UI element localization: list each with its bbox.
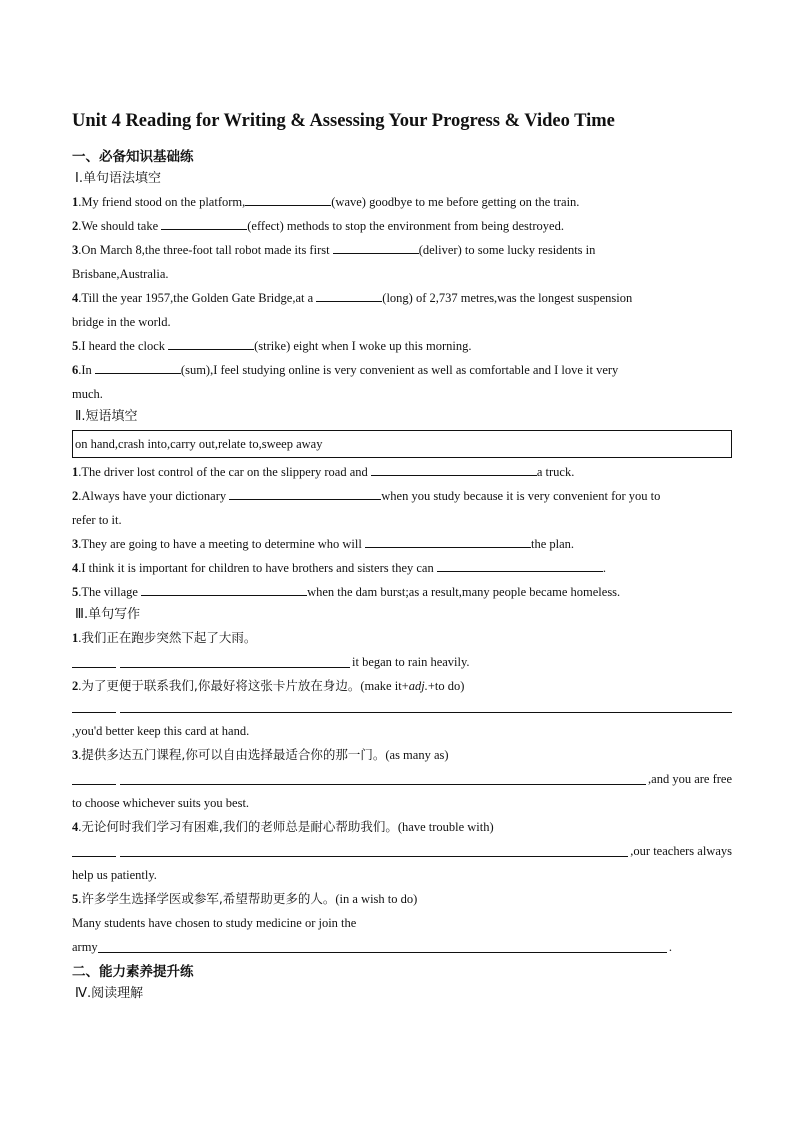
answer-blank-short[interactable] <box>72 653 116 668</box>
answer-blank-short[interactable] <box>72 698 116 713</box>
answer-blank[interactable] <box>168 335 254 350</box>
answer-blank[interactable] <box>365 533 531 548</box>
question-1-5: 5.I heard the clock (strike) eight when I woke up this morning. <box>72 334 732 358</box>
question-1-3: 3.On March 8,the three-foot tall robot made its first (deliver) to some lucky residents in Brisbane,Australia. <box>72 238 732 286</box>
question-3-5-line1: Many students have chosen to study medicine or join the <box>72 916 357 930</box>
answer-blank[interactable] <box>161 215 247 230</box>
question-3-5-answer: army . <box>72 940 672 954</box>
answer-blank-short[interactable] <box>72 842 116 857</box>
question-3-2-continuation: ,you'd better keep this card at hand. <box>72 724 250 738</box>
question-2-2: 2.Always have your dictionary when you study because it is very convenient for you to refer to it. <box>72 484 732 532</box>
part2-heading: 二、能力素养提升练 <box>72 964 194 980</box>
section2-heading: Ⅱ.短语填空 <box>75 409 138 424</box>
answer-blank-short[interactable] <box>72 770 116 785</box>
answer-blank[interactable] <box>229 485 381 500</box>
section3-heading: Ⅲ.单句写作 <box>75 607 141 622</box>
question-3-4-prompt: 4.无论何时我们学习有困难,我们的老师总是耐心帮助我们。(have trouble with) <box>72 819 494 834</box>
answer-blank[interactable] <box>333 239 419 254</box>
worksheet-page <box>72 108 732 1005</box>
question-3-1-answer: it began to rain heavily. <box>72 650 732 674</box>
part1-heading: 一、必备知识基础练 <box>72 149 194 165</box>
question-2-4: 4.I think it is important for children to have brothers and sisters they can . <box>72 556 732 580</box>
section4-heading: Ⅳ.阅读理解 <box>75 986 144 1001</box>
question-1-6: 6.In (sum),I feel studying online is very convenient as well as comfortable and I love it very much. <box>72 358 732 406</box>
question-3-2-answer <box>72 698 732 719</box>
answer-blank[interactable] <box>120 842 628 857</box>
question-3-4-continuation: help us patiently. <box>72 868 157 882</box>
answer-blank[interactable] <box>120 653 350 668</box>
section1-heading: Ⅰ.单句语法填空 <box>75 171 161 186</box>
question-3-2-prompt: 2.为了更便于联系我们,你最好将这张卡片放在身边。(make it+adj.+to do) <box>72 678 465 693</box>
question-3-1-prompt: 1.我们正在跑步突然下起了大雨。 <box>72 630 257 645</box>
answer-blank[interactable] <box>245 191 331 206</box>
answer-blank[interactable] <box>120 698 732 713</box>
answer-blank[interactable] <box>95 359 181 374</box>
question-3-3-continuation: to choose whichever suits you best. <box>72 796 250 810</box>
question-3-3-answer: ,and you are free <box>72 767 732 791</box>
question-2-1: 1.The driver lost control of the car on the slippery road and a truck. <box>72 460 732 484</box>
page-title: Unit 4 Reading for Writing & Assessing Your Progress & Video Time <box>72 111 615 131</box>
question-3-4-answer: ,our teachers always <box>72 839 732 863</box>
question-2-3: 3.They are going to have a meeting to determine who will the plan. <box>72 532 732 556</box>
question-1-4: 4.Till the year 1957,the Golden Gate Bridge,at a (long) of 2,737 metres,was the longest suspension bridge in the world. <box>72 286 732 334</box>
answer-blank[interactable] <box>120 770 646 785</box>
answer-blank[interactable] <box>98 938 667 953</box>
answer-blank[interactable] <box>316 287 382 302</box>
question-3-5-prompt: 5.许多学生选择学医或参军,希望帮助更多的人。(in a wish to do) <box>72 891 418 906</box>
question-2-5: 5.The village when the dam burst;as a result,many people became homeless. <box>72 580 732 604</box>
question-1-2: 2.We should take (effect) methods to stop the environment from being destroyed. <box>72 214 732 238</box>
question-3-3-prompt: 3.提供多达五门课程,你可以自由选择最适合你的那一门。(as many as) <box>72 747 449 762</box>
answer-blank[interactable] <box>437 557 603 572</box>
phrase-word-box: on hand,crash into,carry out,relate to,sweep away <box>72 430 732 458</box>
answer-blank[interactable] <box>141 581 307 596</box>
question-1-1: 1.My friend stood on the platform, (wave) goodbye to me before getting on the train. <box>72 190 732 214</box>
answer-blank[interactable] <box>371 461 537 476</box>
